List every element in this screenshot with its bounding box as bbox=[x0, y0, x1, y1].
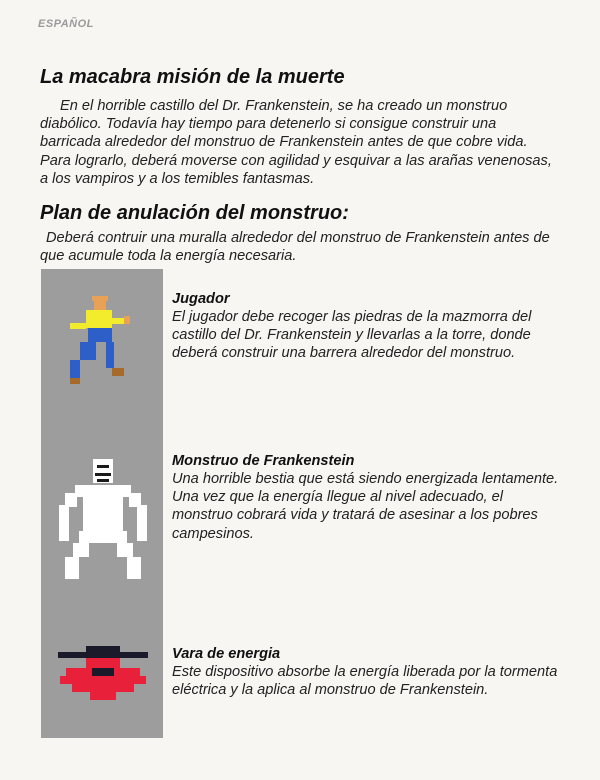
entry-description: Este dispositivo absorbe la energía liberada por la tormenta eléctrica y la aplica al monstruo de Frankenstein. bbox=[172, 664, 558, 699]
entry-player bbox=[172, 290, 564, 363]
section-title-mission: La macabra misión de la muerte bbox=[40, 66, 345, 88]
entry-monster bbox=[172, 452, 564, 543]
entry-energy-rod bbox=[172, 645, 564, 699]
mission-paragraph: En el horrible castillo del Dr. Frankenstein, se ha creado un monstruo diabólico. Todavía hay tiempo para detenerlo si consigue construir una barricada alrededor del monstruo de Frankenstein antes de que cobre vida. Para lograrlo, deberá moverse con agilidad y esquivar a las arañas venenosas, a los vampiros y a los temibles fantasmas. bbox=[40, 98, 552, 187]
energy-rod-sprite-icon bbox=[56, 646, 150, 706]
player-sprite-icon bbox=[68, 296, 134, 386]
entry-title: Vara de energia bbox=[172, 646, 281, 662]
entry-description: El jugador debe recoger las piedras de la mazmorra del castillo del Dr. Frankenstein y llevarlas a la torre, donde deberá construir una barrera alrededor del monstruo. bbox=[172, 309, 532, 362]
section-title-plan: Plan de anulación del monstruo: bbox=[40, 202, 349, 224]
entry-title: Monstruo de Frankenstein bbox=[172, 453, 355, 469]
frankenstein-monster-sprite-icon bbox=[57, 459, 149, 581]
entry-title: Jugador bbox=[172, 291, 230, 307]
plan-paragraph: Deberá contruir una muralla alrededor del monstruo de Frankenstein antes de que acumule toda la energía necesaria. bbox=[40, 230, 550, 265]
entry-description: Una horrible bestia que está siendo energizada lentamente. Una vez que la energía llegue al nivel adecuado, el monstruo cobrará vida y tratará de asesinar a los pobres campesinos. bbox=[172, 471, 559, 542]
language-label: ESPAÑOL bbox=[38, 18, 94, 30]
